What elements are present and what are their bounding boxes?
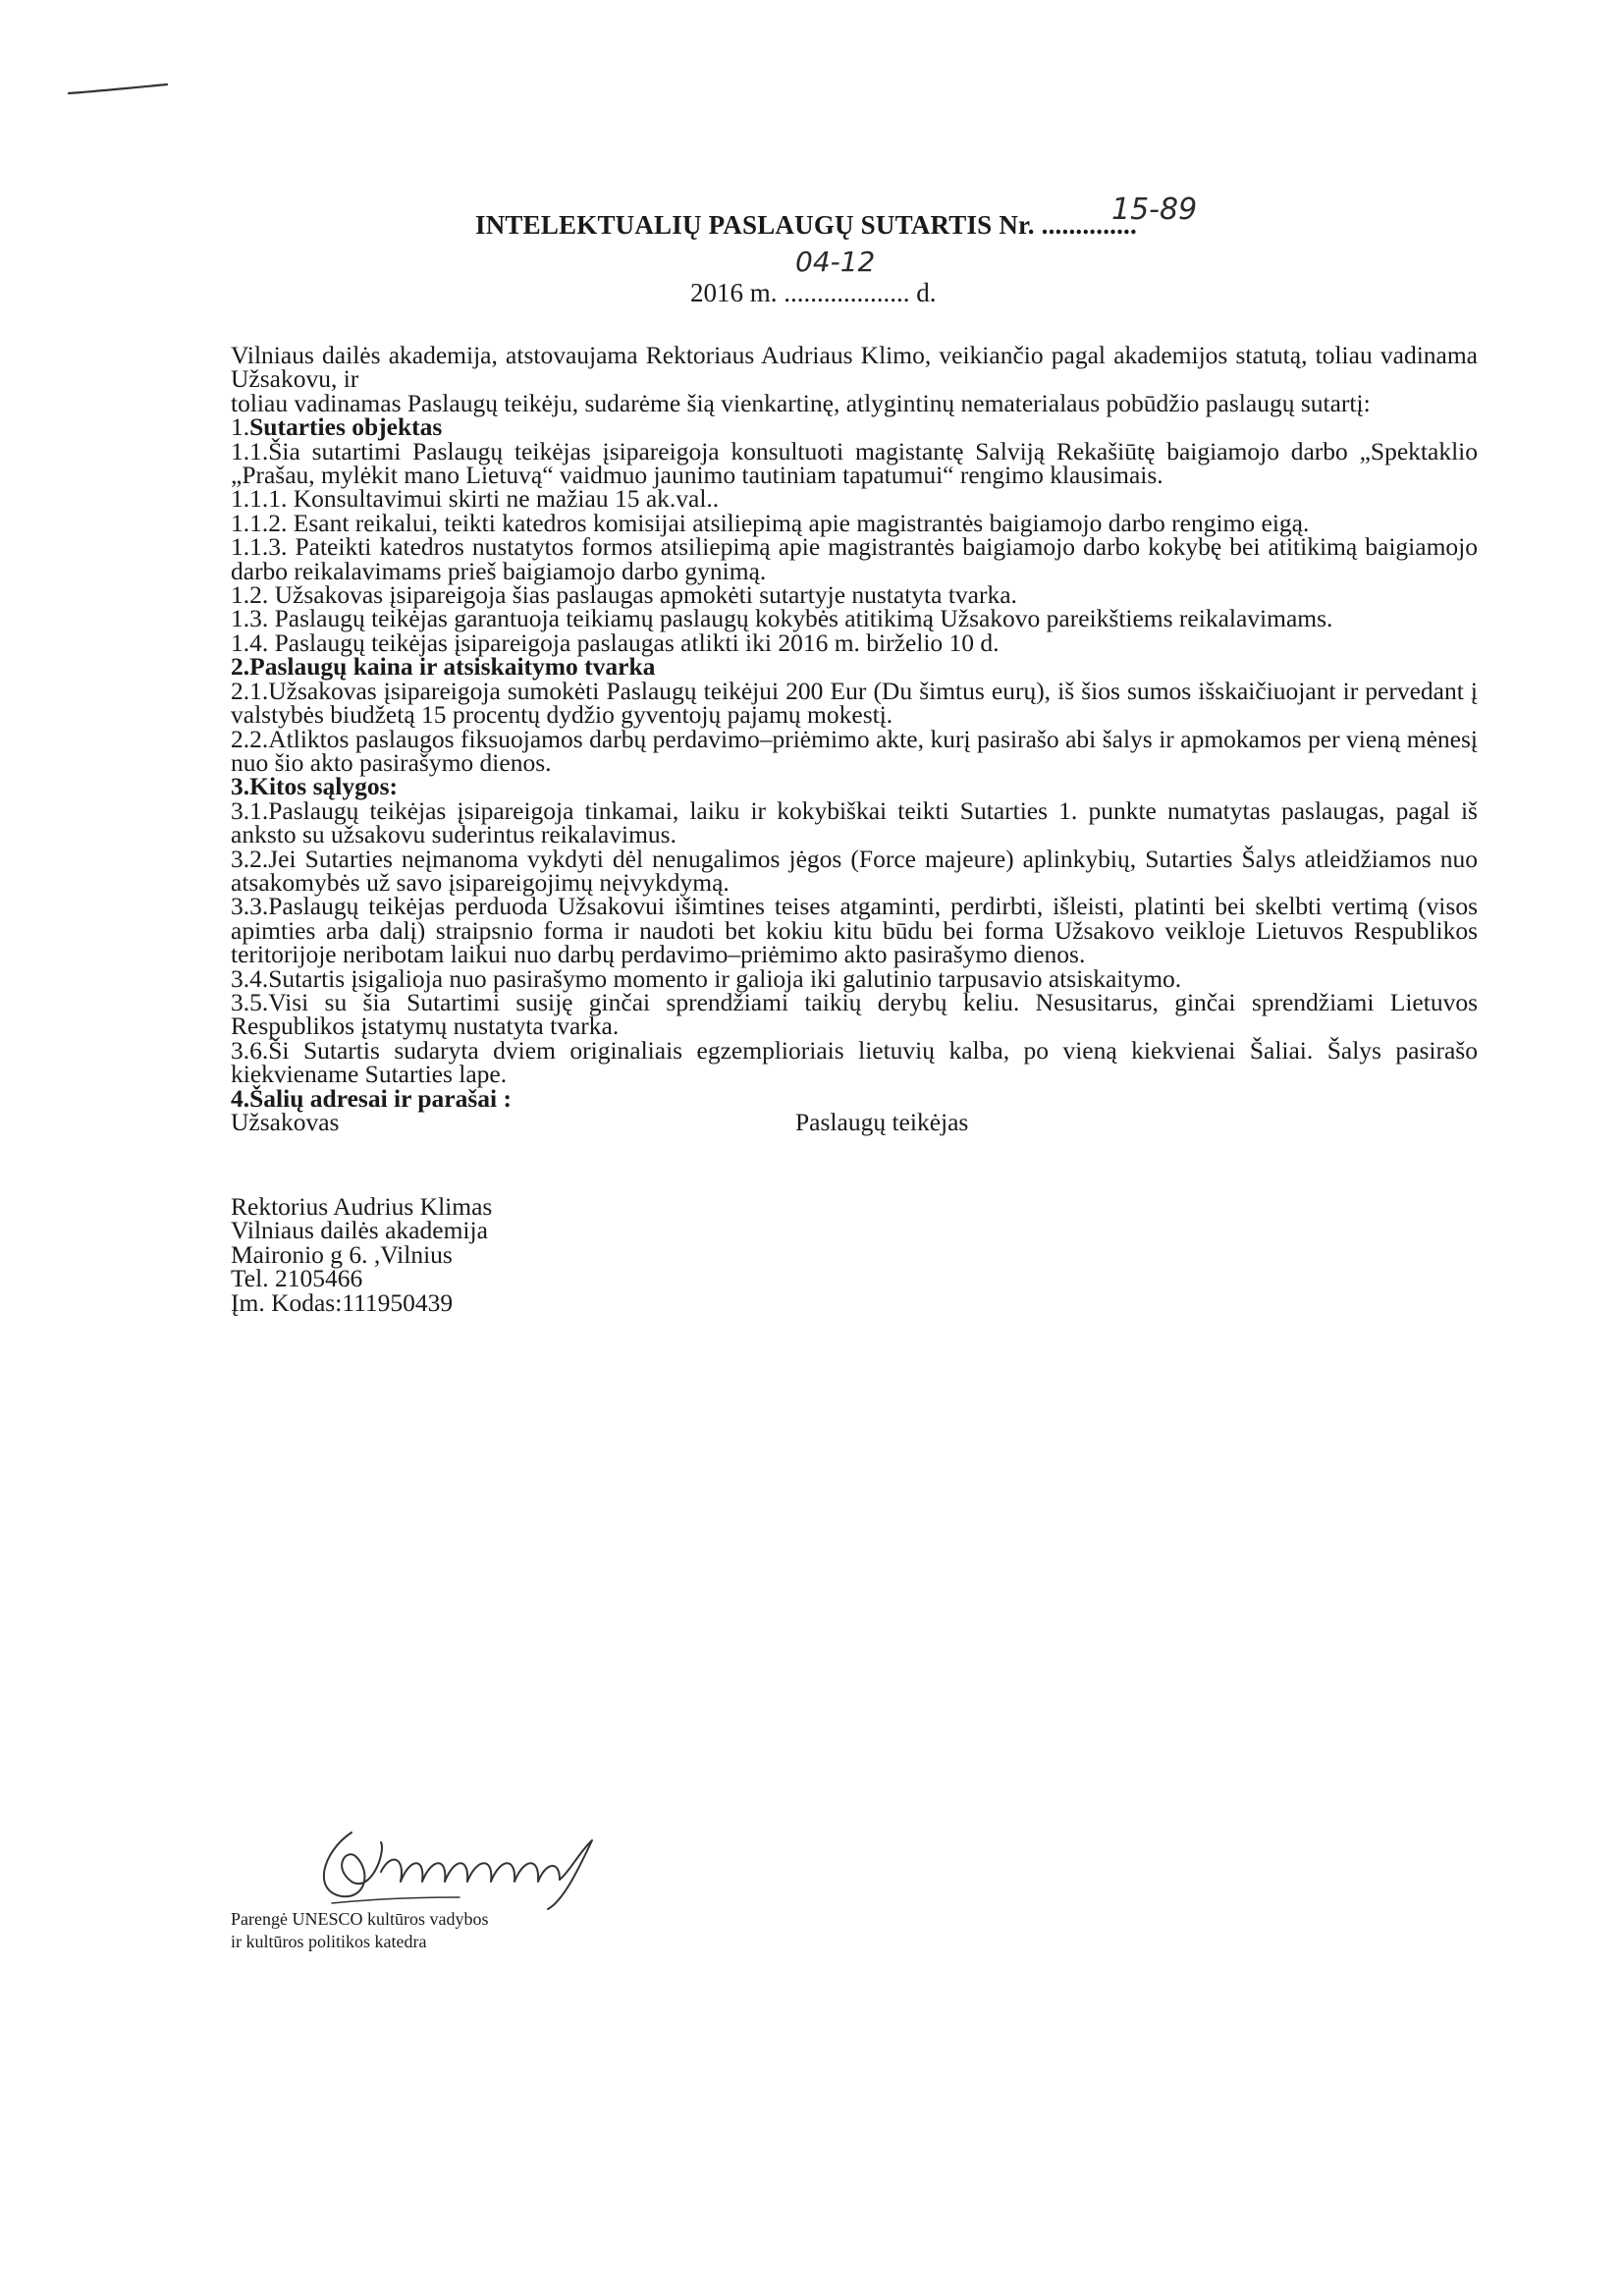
clause: 1.1.1. Konsultavimui skirti ne mažiau 15 ak.val..	[231, 484, 720, 514]
section-number: 2.	[231, 652, 250, 682]
date-dots: ...................	[784, 278, 910, 307]
clause: 3.2.Jei Sutarties neįmanoma vykdyti dėl nenugalimos jėgos (Force majeure) aplinkybių, Sutarties Šalys atleidžiamos nuo atsakomybės už savo įsipareigojimų neįvykdymą.	[231, 844, 1478, 897]
section-title: Sutarties objektas	[249, 412, 443, 442]
section-title: Paslaugų kaina ir atsiskaitymo tvarka	[249, 652, 656, 682]
date-suffix: d.	[916, 278, 937, 307]
section-heading	[231, 412, 1478, 442]
date-prefix: 2016 m.	[690, 278, 778, 307]
client-address-block	[231, 1192, 1478, 1317]
clause: 3.4.Sutartis įsigalioja nuo pasirašymo momento ir galioja iki galutinio tarpusavio atsiskaitymo.	[231, 963, 1182, 993]
contract-number-dots: ..............	[1041, 210, 1137, 240]
client-address-line: Rektorius Audrius Klimas	[231, 1192, 493, 1221]
party-labels	[231, 1108, 1478, 1144]
prepared-by-note	[231, 1908, 488, 1953]
clause: 2.2.Atliktos paslaugos fiksuojamos darbų perdavimo–priėmimo akte, kurį pasirašo abi šalys ir apmokamos per vieną mėnesį nuo šio akto pasirašymo dienos.	[231, 724, 1478, 777]
section-number: 1.	[231, 412, 250, 442]
client-address-line: Vilniaus dailės akademija	[231, 1216, 488, 1245]
provider-label: Paslaugų teikėjas	[795, 1108, 969, 1136]
scan-mark	[67, 82, 169, 96]
contract-body	[231, 341, 1478, 1317]
client-label: Užsakovas	[231, 1108, 340, 1136]
clause: 1.1.3. Pateikti katedros nustatytos formos atsiliepimą apie magistrantės baigiamojo darbo kokybę bei atitikimą baigiamojo darbo reikalavimams prieš baigiamojo darbo gynimą.	[231, 532, 1478, 585]
clause: 3.1.Paslaugų teikėjas įsipareigoja tinkamai, laiku ir kokybiškai teikti Sutarties 1. punkte numatytas paslaugas, pagal iš anksto su užsakovu suderintus reikalavimus.	[231, 795, 1478, 849]
clause: 1.3. Paslaugų teikėjas garantuoja teikiamų paslaugų kokybės atitikimą Užsakovo pareikštiems reikalavimams.	[231, 604, 1333, 633]
intro-paragraph: toliau vadinamas Paslaugų teikėju, sudarėme šią vienkartinę, atlygintinų nematerialaus pobūdžio paslaugų sutartį:	[231, 388, 1371, 417]
client-address-line: Tel. 2105466	[231, 1264, 363, 1293]
section-title: Šalių adresai ir parašai :	[249, 1083, 512, 1113]
section-number: 3.	[231, 772, 250, 801]
footer-line: Parengė UNESCO kultūros vadybos	[231, 1909, 489, 1929]
handwritten-date: 04-12	[795, 246, 876, 278]
clause: 3.5.Visi su šia Sutartimi susiję ginčai sprendžiami taikių derybų keliu. Nesusitarus, ginčai sprendžiami Lietuvos Respublikos įstatymų nustatyta tvarka.	[231, 987, 1478, 1041]
handwritten-contract-number: 15-89	[1111, 192, 1198, 227]
clause: 1.1.Šia sutartimi Paslaugų teikėjas įsipareigoja konsultuoti magistantę Salviją Rekašiūtę baigiamojo darbo „Spektaklio „Prašau, mylėkit mano Lietuvą“ vaidmuo jaunimo tautiniam tapatumui“ rengimo klausimais.	[231, 436, 1478, 490]
client-address-line: Maironio g 6. ,Vilnius	[231, 1239, 453, 1269]
clause: 1.4. Paslaugų teikėjas įsipareigoja paslaugas atlikti iki 2016 m. birželio 10 d.	[231, 628, 1000, 657]
clause: 1.2. Užsakovas įsipareigoja šias paslaugas apmokėti sutartyje nustatyta tvarka.	[231, 580, 1017, 610]
client-address-line: Įm. Kodas:111950439	[231, 1287, 454, 1317]
intro-paragraph: Vilniaus dailės akademija, atstovaujama Rektoriaus Audriaus Klimo, veikiančio pagal akademijos statutą, toliau vadinama Užsakovu, ir	[231, 341, 1478, 394]
handwritten-signature	[312, 1813, 626, 1911]
section-title: Kitos sąlygos:	[249, 772, 399, 801]
clause: 3.3.Paslaugų teikėjas perduoda Užsakovui išimtines teises atgaminti, perdirbti, išleisti, platinti bei skelbti vertimą (visos apimties arba dalį) straipsnio forma ir naudoti bet kokiu kitu būdu bei forma Užsakovo veikloje Lietuvos Respublikos teritorijoje neribotam laikui nuo darbų perdavimo–priėmimo akto pasirašymo dienos.	[231, 892, 1478, 969]
clause: 1.1.2. Esant reikalui, teikti katedros komisijai atsiliepimą apie magistrantės baigiamojo darbo rengimo eigą.	[231, 508, 1310, 537]
contract-date	[690, 278, 937, 308]
clause: 3.6.Ši Sutartis sudaryta dviem originaliais egzemplioriais lietuvių kalba, po vieną kiekvienai Šaliai. Šalys pasirašo kiekviename Sutarties lape.	[231, 1035, 1478, 1089]
contract-title	[475, 210, 1137, 241]
section-number: 4.	[231, 1083, 250, 1113]
footer-line: ir kultūros politikos katedra	[231, 1932, 427, 1951]
clause: 2.1.Užsakovas įsipareigoja sumokėti Paslaugų teikėjui 200 Eur (Du šimtus eurų), iš šios sumos išskaičiuojant ir pervedant į valstybės biudžetą 15 procentų dydžio gyventojų pajamų mokestį.	[231, 676, 1478, 730]
contract-title-text: INTELEKTUALIŲ PASLAUGŲ SUTARTIS Nr.	[475, 210, 1035, 240]
